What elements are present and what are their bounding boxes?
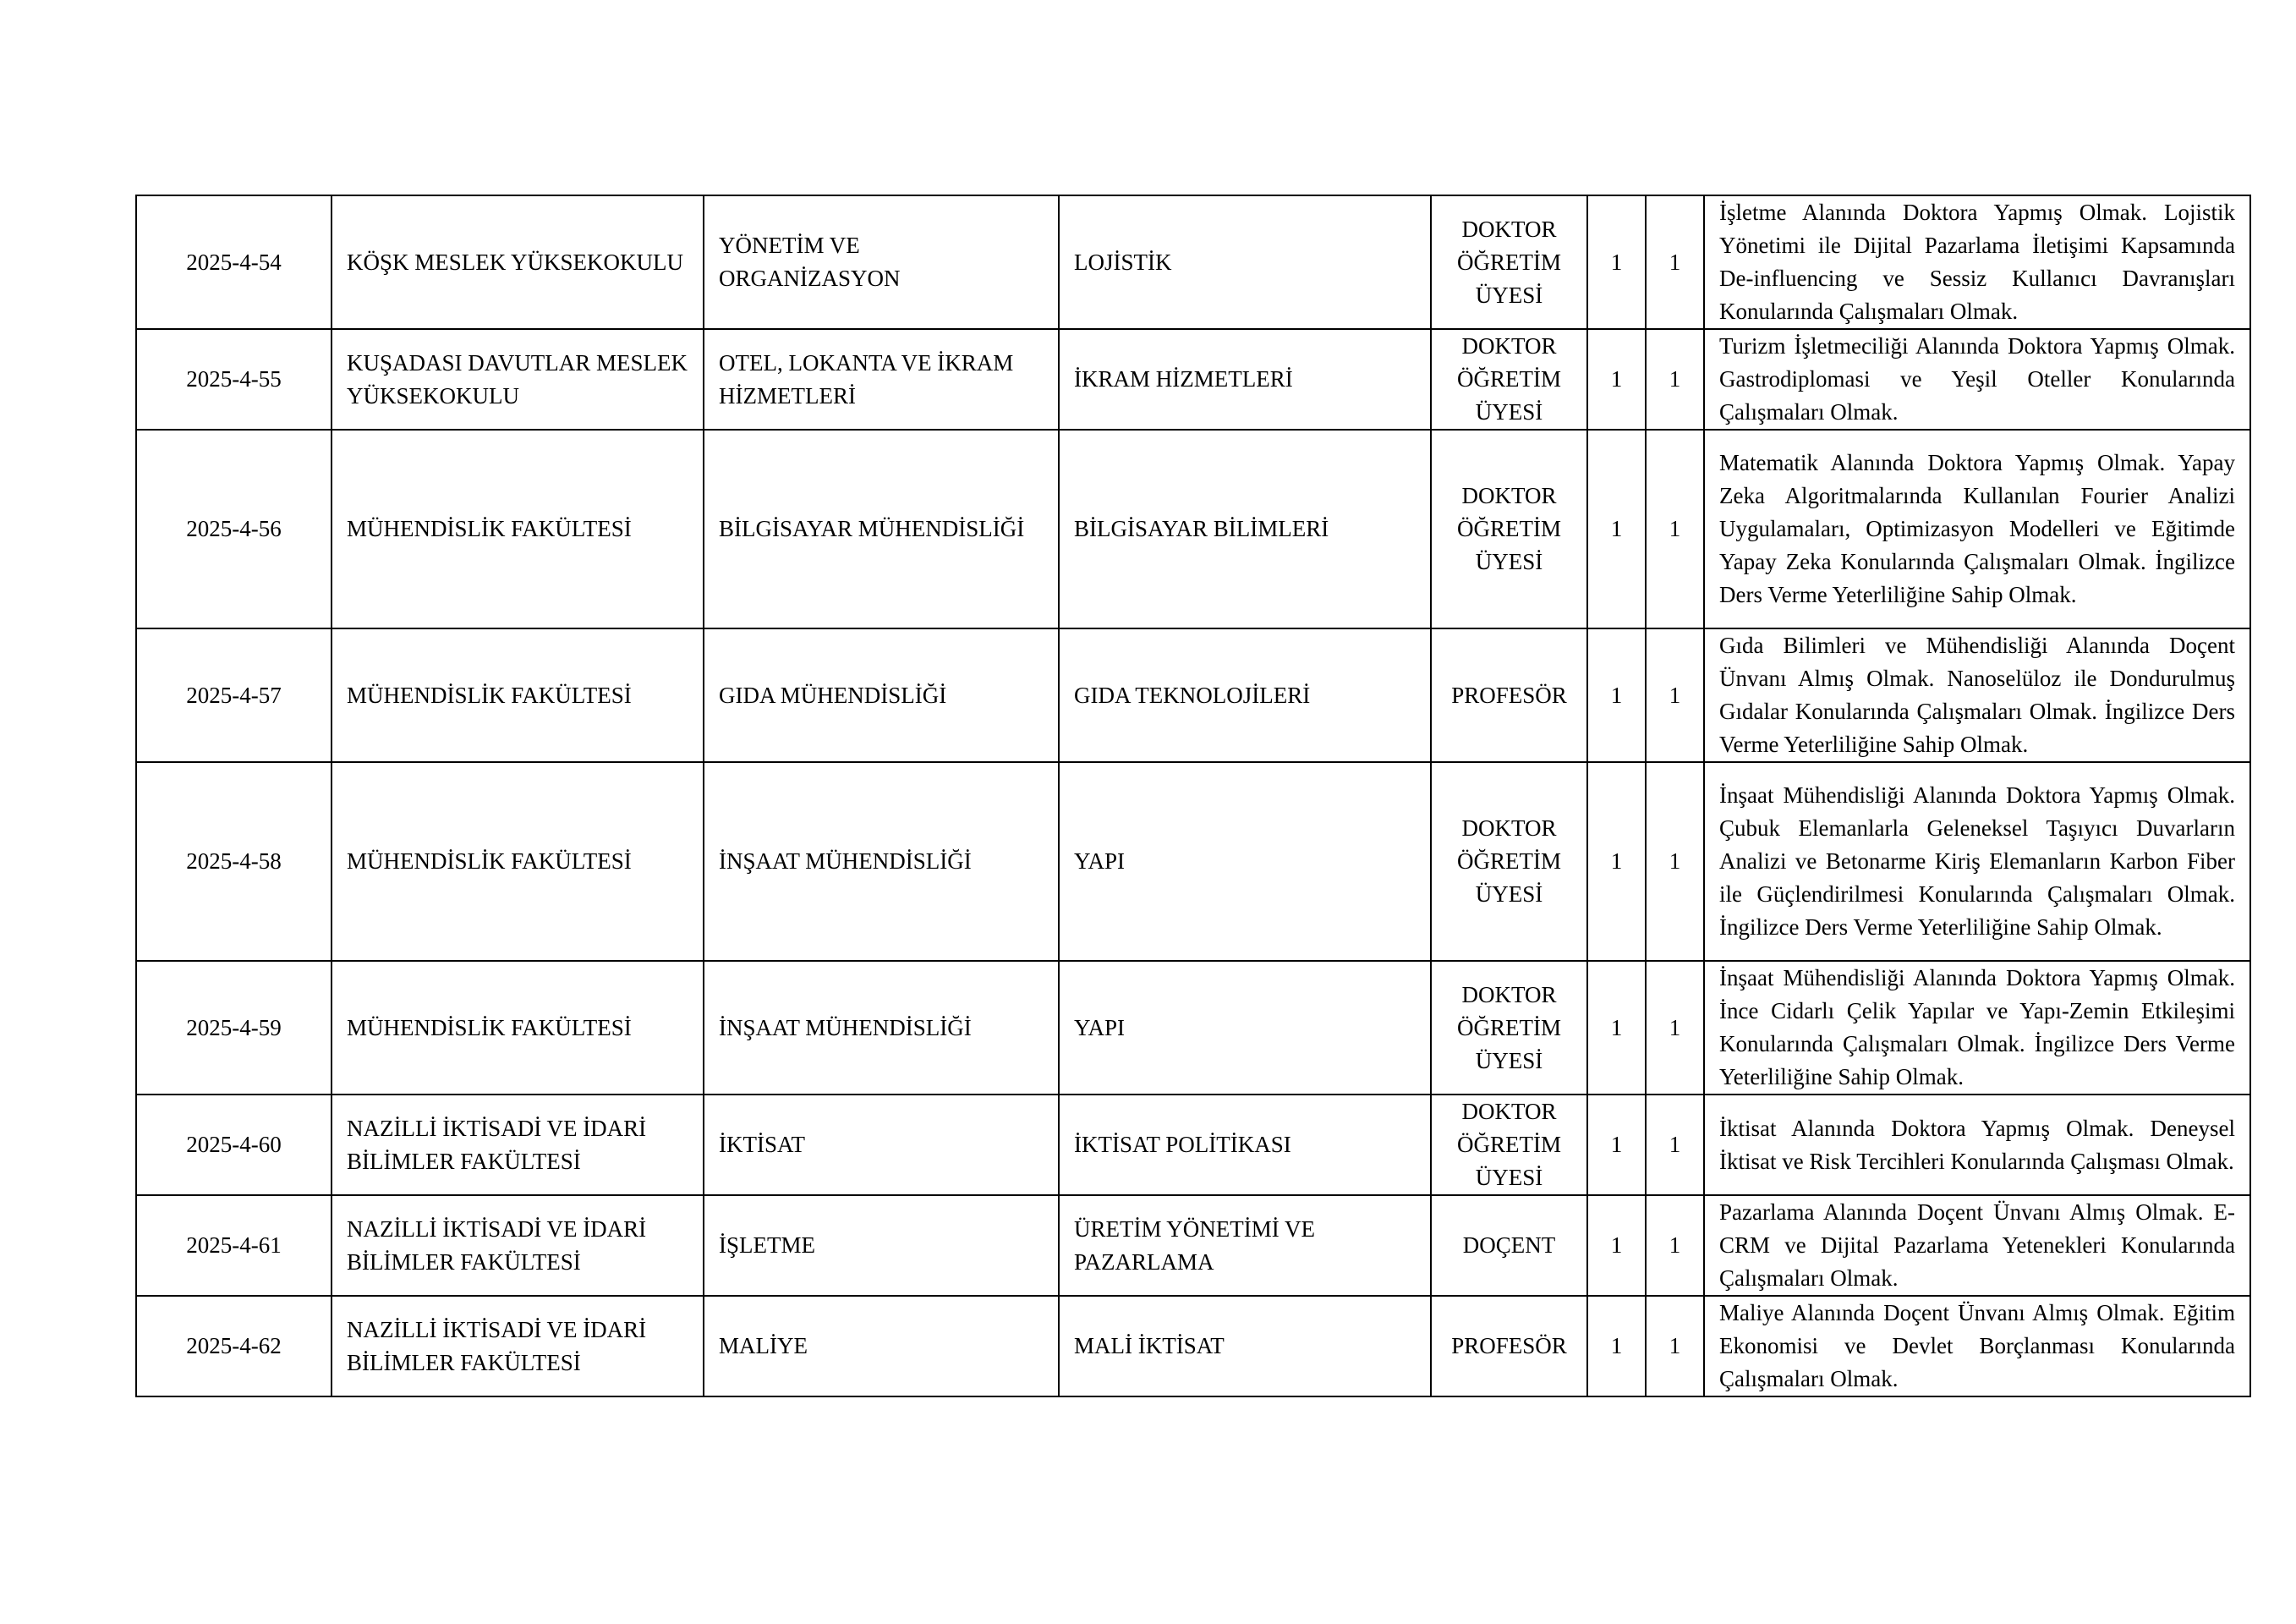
- count-a: 1: [1587, 430, 1646, 628]
- academic-title: DOKTOR ÖĞRETİM ÜYESİ: [1431, 195, 1587, 329]
- academic-title: PROFESÖR: [1431, 628, 1587, 762]
- count-b: 1: [1646, 762, 1704, 961]
- table-row: [136, 329, 2250, 430]
- academic-title: DOKTOR ÖĞRETİM ÜYESİ: [1431, 762, 1587, 961]
- department: İNŞAAT MÜHENDİSLİĞİ: [704, 762, 1059, 961]
- table-row: [136, 1296, 2250, 1396]
- count-b: 1: [1646, 195, 1704, 329]
- subfield: ÜRETİM YÖNETİMİ VE PAZARLAMA: [1059, 1195, 1431, 1296]
- subfield: BİLGİSAYAR BİLİMLERİ: [1059, 430, 1431, 628]
- department: OTEL, LOKANTA VE İKRAM HİZMETLERİ: [704, 329, 1059, 430]
- count-a: 1: [1587, 628, 1646, 762]
- table-row: [136, 961, 2250, 1095]
- position-number: 2025-4-55: [136, 329, 332, 430]
- department: İKTİSAT: [704, 1095, 1059, 1195]
- position-table: [135, 195, 2251, 1397]
- academic-title: PROFESÖR: [1431, 1296, 1587, 1396]
- subfield: MALİ İKTİSAT: [1059, 1296, 1431, 1396]
- academic-unit: MÜHENDİSLİK FAKÜLTESİ: [332, 430, 704, 628]
- position-number: 2025-4-59: [136, 961, 332, 1095]
- department: MALİYE: [704, 1296, 1059, 1396]
- count-b: 1: [1646, 430, 1704, 628]
- academic-unit: KUŞADASI DAVUTLAR MESLEK YÜKSEKOKULU: [332, 329, 704, 430]
- academic-title: DOKTOR ÖĞRETİM ÜYESİ: [1431, 329, 1587, 430]
- count-b: 1: [1646, 961, 1704, 1095]
- academic-unit: NAZİLLİ İKTİSADİ VE İDARİ BİLİMLER FAKÜLTESİ: [332, 1296, 704, 1396]
- subfield: LOJİSTİK: [1059, 195, 1431, 329]
- academic-title: DOKTOR ÖĞRETİM ÜYESİ: [1431, 430, 1587, 628]
- requirements: İşletme Alanında Doktora Yapmış Olmak. Lojistik Yönetimi ile Dijital Pazarlama İletişimi Kapsamında De-influencing ve Sessiz Kullanıcı Davranışları Konularında Çalışmaları Olmak.: [1704, 195, 2250, 329]
- subfield: YAPI: [1059, 961, 1431, 1095]
- position-number: 2025-4-60: [136, 1095, 332, 1195]
- academic-title: DOÇENT: [1431, 1195, 1587, 1296]
- requirements: Maliye Alanında Doçent Ünvanı Almış Olmak. Eğitim Ekonomisi ve Devlet Borçlanması Konularında Çalışmaları Olmak.: [1704, 1296, 2250, 1396]
- academic-unit: NAZİLLİ İKTİSADİ VE İDARİ BİLİMLER FAKÜLTESİ: [332, 1195, 704, 1296]
- table-row: [136, 762, 2250, 961]
- count-a: 1: [1587, 1296, 1646, 1396]
- academic-unit: NAZİLLİ İKTİSADİ VE İDARİ BİLİMLER FAKÜLTESİ: [332, 1095, 704, 1195]
- requirements: Turizm İşletmeciliği Alanında Doktora Yapmış Olmak. Gastrodiplomasi ve Yeşil Oteller Konularında Çalışmaları Olmak.: [1704, 329, 2250, 430]
- position-number: 2025-4-57: [136, 628, 332, 762]
- position-number: 2025-4-58: [136, 762, 332, 961]
- count-b: 1: [1646, 329, 1704, 430]
- count-a: 1: [1587, 1095, 1646, 1195]
- requirements: Pazarlama Alanında Doçent Ünvanı Almış Olmak. E-CRM ve Dijital Pazarlama Yetenekleri Konularında Çalışmaları Olmak.: [1704, 1195, 2250, 1296]
- table-row: [136, 628, 2250, 762]
- academic-unit: MÜHENDİSLİK FAKÜLTESİ: [332, 762, 704, 961]
- count-b: 1: [1646, 1095, 1704, 1195]
- position-number: 2025-4-54: [136, 195, 332, 329]
- position-number: 2025-4-56: [136, 430, 332, 628]
- table-row: [136, 1195, 2250, 1296]
- requirements: İnşaat Mühendisliği Alanında Doktora Yapmış Olmak. İnce Cidarlı Çelik Yapılar ve Yapı-Zemin Etkileşimi Konularında Çalışmaları Olmak. İngilizce Ders Verme Yeterliliğine Sahip Olmak.: [1704, 961, 2250, 1095]
- academic-unit: KÖŞK MESLEK YÜKSEKOKULU: [332, 195, 704, 329]
- subfield: YAPI: [1059, 762, 1431, 961]
- table-row: [136, 195, 2250, 329]
- academic-title: DOKTOR ÖĞRETİM ÜYESİ: [1431, 961, 1587, 1095]
- count-a: 1: [1587, 961, 1646, 1095]
- department: İŞLETME: [704, 1195, 1059, 1296]
- department: GIDA MÜHENDİSLİĞİ: [704, 628, 1059, 762]
- department: İNŞAAT MÜHENDİSLİĞİ: [704, 961, 1059, 1095]
- count-a: 1: [1587, 329, 1646, 430]
- academic-unit: MÜHENDİSLİK FAKÜLTESİ: [332, 961, 704, 1095]
- requirements: İktisat Alanında Doktora Yapmış Olmak. Deneysel İktisat ve Risk Tercihleri Konularında Çalışması Olmak.: [1704, 1095, 2250, 1195]
- count-b: 1: [1646, 1296, 1704, 1396]
- count-a: 1: [1587, 762, 1646, 961]
- subfield: İKTİSAT POLİTİKASI: [1059, 1095, 1431, 1195]
- position-number: 2025-4-61: [136, 1195, 332, 1296]
- count-a: 1: [1587, 1195, 1646, 1296]
- requirements: İnşaat Mühendisliği Alanında Doktora Yapmış Olmak. Çubuk Elemanlarla Geleneksel Taşıyıcı Duvarların Analizi ve Betonarme Kiriş Elemanların Karbon Fiber ile Güçlendirilmesi Konularında Çalışmaları Olmak. İngilizce Ders Verme Yeterliliğine Sahip Olmak.: [1704, 762, 2250, 961]
- count-b: 1: [1646, 628, 1704, 762]
- subfield: İKRAM HİZMETLERİ: [1059, 329, 1431, 430]
- academic-unit: MÜHENDİSLİK FAKÜLTESİ: [332, 628, 704, 762]
- department: YÖNETİM VE ORGANİZASYON: [704, 195, 1059, 329]
- count-b: 1: [1646, 1195, 1704, 1296]
- academic-title: DOKTOR ÖĞRETİM ÜYESİ: [1431, 1095, 1587, 1195]
- count-a: 1: [1587, 195, 1646, 329]
- position-number: 2025-4-62: [136, 1296, 332, 1396]
- table-row: [136, 430, 2250, 628]
- requirements: Gıda Bilimleri ve Mühendisliği Alanında Doçent Ünvanı Almış Olmak. Nanoselüloz ile Dondurulmuş Gıdalar Konularında Çalışmaları Olmak. İngilizce Ders Verme Yeterliliğine Sahip Olmak.: [1704, 628, 2250, 762]
- subfield: GIDA TEKNOLOJİLERİ: [1059, 628, 1431, 762]
- table-row: [136, 1095, 2250, 1195]
- requirements: Matematik Alanında Doktora Yapmış Olmak. Yapay Zeka Algoritmalarında Kullanılan Fourier Analizi Uygulamaları, Optimizasyon Modelleri ve Eğitimde Yapay Zeka Konularında Çalışmaları Olmak. İngilizce Ders Verme Yeterliliğine Sahip Olmak.: [1704, 430, 2250, 628]
- department: BİLGİSAYAR MÜHENDİSLİĞİ: [704, 430, 1059, 628]
